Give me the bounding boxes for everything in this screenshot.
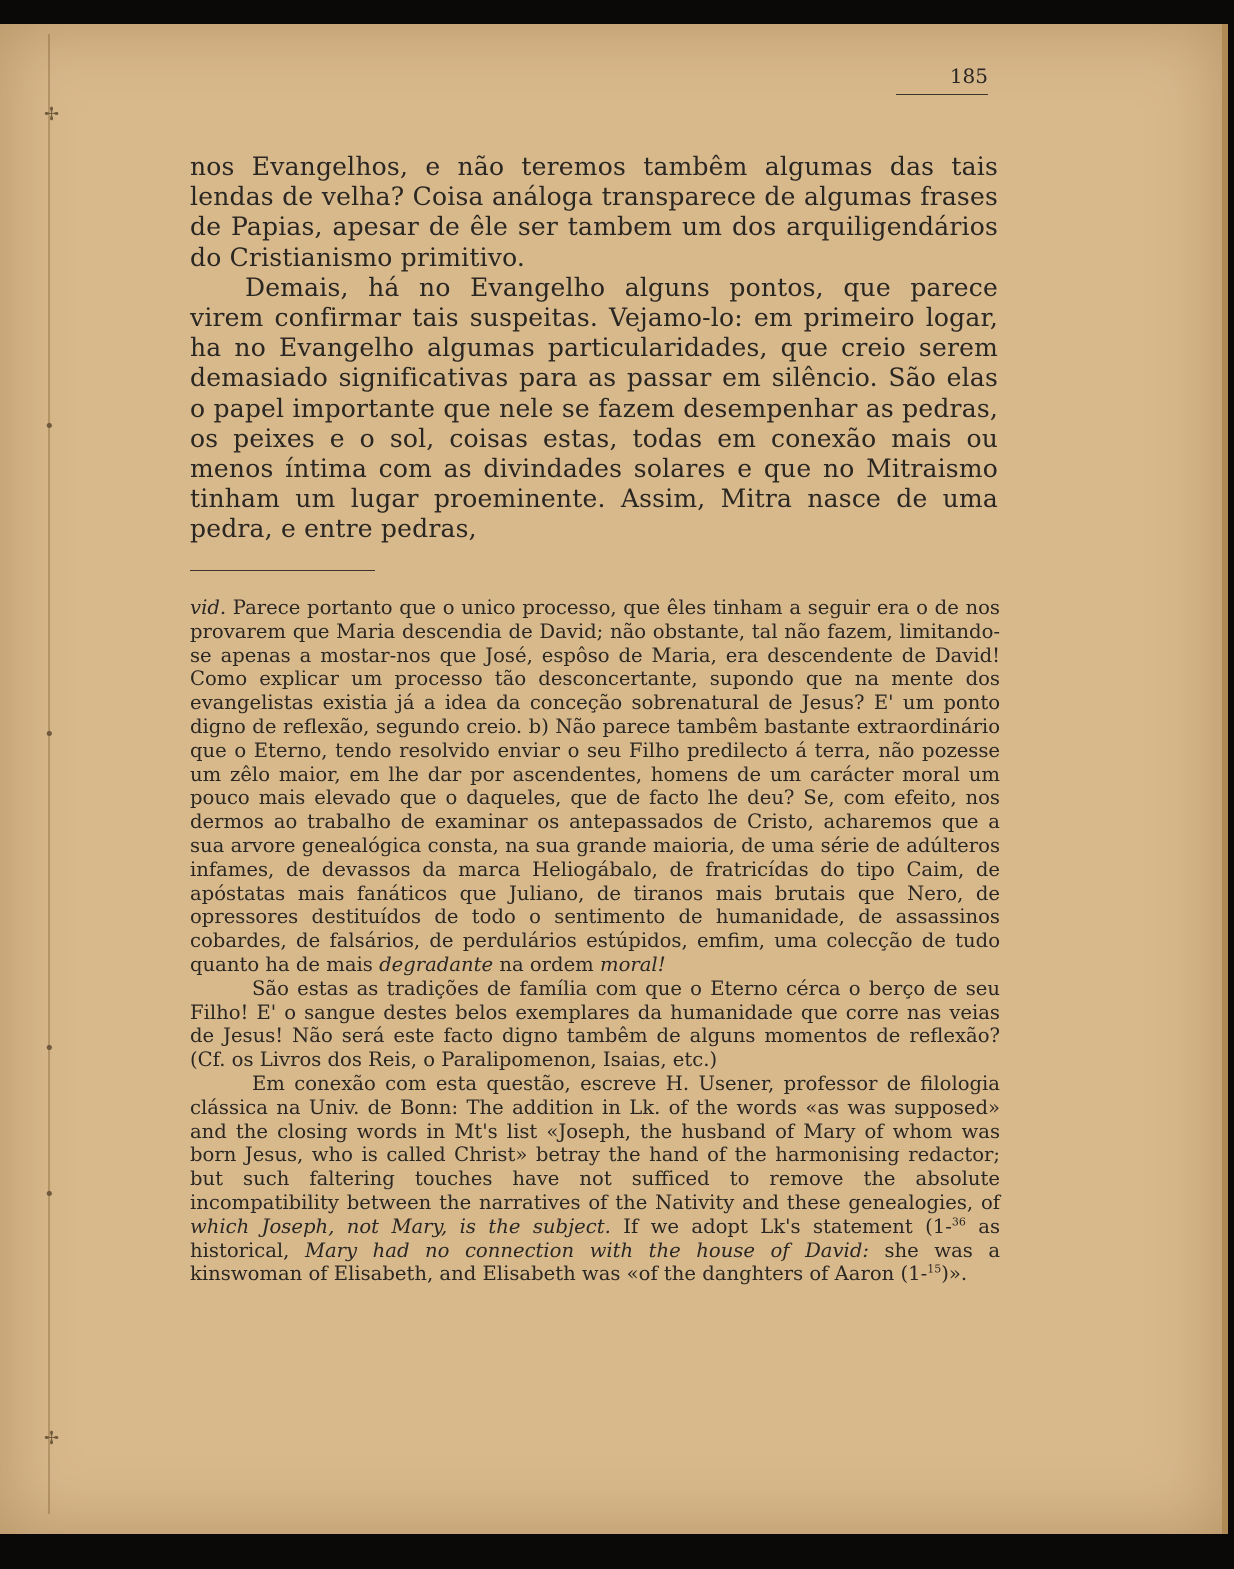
- footnote-paragraph: Em conexão com esta questão, escreve H. Usener, professor de filologia clássica na Univ. de Bonn: The addition in Lk. of the words «as was supposed» and the closing words in Mt's list «Joseph, the husband of Mary of whom was born Jesus, who is called Christ» betray the hand of the harmonising redactor; but such faltering touches have not sufficed to remove the absolute incompatibility between the narratives of the Nativity and these genealogies, of which Joseph, not Mary, is the subject. If we adopt Lk's statement (1-$^{36}$ as historical, Mary had no connection with the house of David: she was a kinswoman of Elisabeth, and Elisabeth was «of the danghters of Aaron (1-$^{15}$)».: [190, 1071, 1001, 1286]
- margin-mark: •: [44, 1184, 55, 1205]
- body-paragraph: nos Evangelhos, e não teremos tambêm algumas das tais lendas de velha? Coisa análoga transparece de algumas frases de Papias, apesar de êle ser tambem um dos arquiligendários do Cristianismo primitivo.: [190, 152, 998, 272]
- footnote-paragraph: São estas as tradições de família com que o Eterno cérca o berço de seu Filho! E' o sangue destes belos exemplares da humanidade que corre nas veias de Jesus! Não será este facto digno tambêm de alguns momentos de reflexão? (Cf. os Livros dos Reis, o Paralipomenon, Isaias, etc.): [190, 976, 1000, 1072]
- page-number: 185: [896, 64, 988, 95]
- binding-edge: [48, 34, 50, 1514]
- margin-mark: •: [44, 724, 55, 745]
- footnote-divider: [190, 570, 375, 571]
- main-text: [190, 152, 998, 545]
- margin-mark: ✢: [44, 1428, 60, 1449]
- margin-mark: •: [44, 416, 55, 437]
- body-paragraph: Demais, há no Evangelho alguns pontos, que parece virem confirmar tais suspeitas. Vejamo-lo: em primeiro logar, ha no Evangelho algumas particularidades, que creio serem demasiado significativas para as passar em silêncio. São elas o papel importante que nele se fazem desempenhar as pedras, os peixes e o sol, coisas estas, todas em conexão mais ou menos íntima com as divindades solares e que no Mitraismo tinham um lugar proeminente. Assim, Mitra nasce de uma pedra, e entre pedras,: [190, 272, 998, 544]
- footnote-paragraph: vid. Parece portanto que o unico processo, que êles tinham a seguir era o de nos provarem que Maria descendia de David; não obstante, tal não fazem, limitando-se apenas a mostar-nos que José, espôso de Maria, era descendente de David! Como explicar um processo tão desconcertante, supondo que na mente dos evangelistas existia já a idea da conceção sobrenatural de Jesus? E' um ponto digno de reflexão, segundo creio. b) Não parece tambêm bastante extraordinário que o Eterno, tendo resolvido enviar o seu Filho predilecto á terra, não pozesse um zêlo maior, em lhe dar por ascendentes, homens de um carácter moral um pouco mais elevado que o daqueles, que de facto lhe deu? Se, com efeito, nos dermos ao trabalho de examinar os antepassados de Cristo, acharemos que a sua arvore genealógica consta, na sua grande maioria, de uma série de adúlteros infames, de devassos da marca Heliogábalo, de fratricídas do tipo Caim, de apóstatas mais fanáticos que Juliano, de tiranos mais brutais que Nero, de opressores destituídos de todo o sentimento de humanidade, de assassinos cobardes, de falsários, de perdulários estúpidos, emfim, uma colecção de tudo quanto ha de mais degradante na ordem moral!: [190, 596, 1000, 976]
- margin-mark: ✢: [44, 104, 60, 125]
- footnote-ref: vid.: [190, 596, 227, 619]
- footnotes: [190, 596, 1000, 1286]
- margin-mark: •: [44, 1038, 55, 1059]
- book-page: [0, 24, 1228, 1534]
